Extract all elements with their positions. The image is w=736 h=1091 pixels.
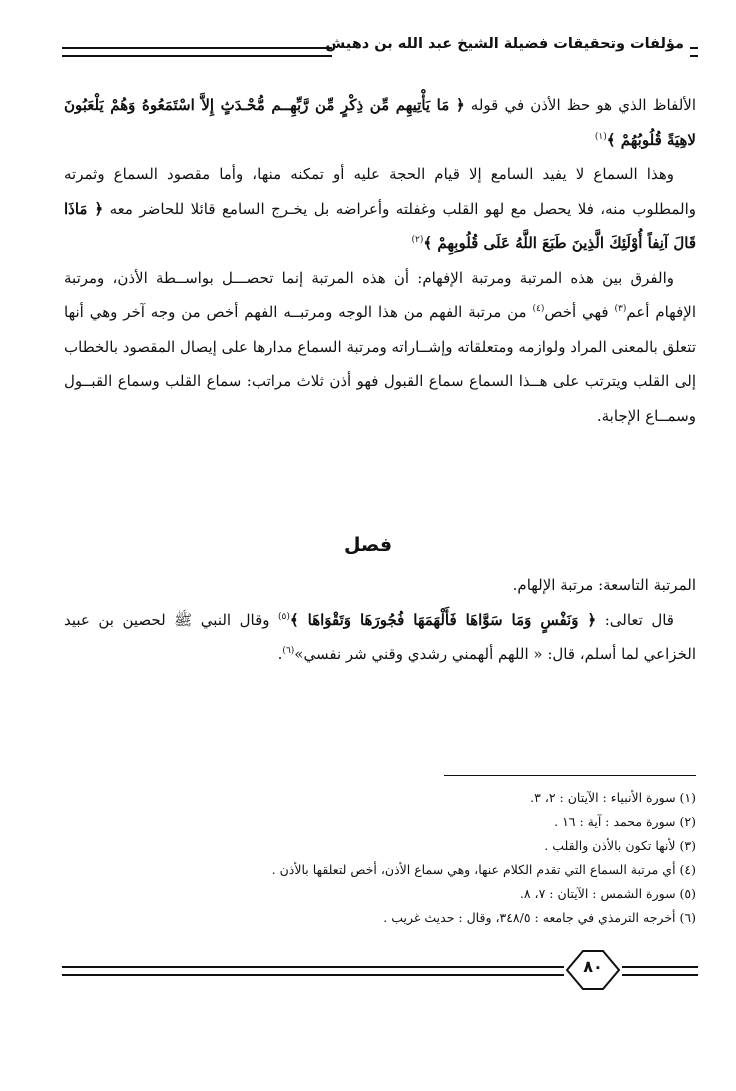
paragraph-2 xyxy=(64,157,696,261)
footnote-ref-1[interactable]: (١) xyxy=(594,131,607,142)
header-title: مؤلفات وتحقيقات فضيلة الشيخ عبد الله بن دهيش xyxy=(325,36,684,52)
section-title: فصل xyxy=(343,534,393,556)
paragraph-3-text-a: والفرق بين هذه المرتبة ومرتبة الإفهام: أن هذه المرتبة إنما تحصـــل بواســطة الأذن، ومرتبة الإفهام أعم xyxy=(64,268,696,321)
section-text-b: وقال النبي ﷺ لحصين بن عبيد الخزاعي لما أسلم، قال: « اللهم ألهمني رشدي وقني شر نفسي» xyxy=(64,610,696,663)
section-paragraph xyxy=(64,603,696,672)
page-number-badge xyxy=(565,949,621,991)
footnote-1: (١) سورة الأنبياء : الآيتان : ٢، ٣. xyxy=(530,790,696,805)
footnote-ref-5[interactable]: (٥) xyxy=(278,611,290,622)
footnotes xyxy=(64,786,696,930)
paragraph-3-text-c: من مرتبة الفهم من هذا الوجه ومرتبــه الفهم أخص من وجه آخر وهي أنها تتعلق بالمعنى المراد ولوازمه ومتعلقاته وإشــاراته ومرتبة السماع مدارها على إيصال المقصود بالخطاب إلى القلب ويترتب على هــذا السماع سماع القبول فهو أذن ثلاث مراتب: سماع القلب وسماع القبــول وسمــاع الإجابة. xyxy=(64,303,696,425)
footnote-ref-2[interactable]: (٢) xyxy=(411,235,424,245)
footnote-6: (٦) أخرجه الترمذي في جامعه : ٣٤٨/٥، وقال : حديث غريب . xyxy=(383,910,696,925)
section-text-a: قال تعالى: xyxy=(596,610,674,629)
section-text xyxy=(64,568,696,672)
main-text xyxy=(64,88,696,433)
footer-rule-left xyxy=(62,966,564,976)
footnote-ref-4[interactable]: (٤) xyxy=(532,304,545,314)
section-line-1: المرتبة التاسعة: مرتبة الإلهام. xyxy=(512,576,696,594)
footnote-3: (٣) لأنها تكون بالأذن والقلب . xyxy=(544,838,696,853)
footnote-ref-3[interactable]: (٣) xyxy=(614,304,627,314)
footer-rule-right xyxy=(622,966,698,976)
header-rule-right xyxy=(690,47,698,57)
quran-quote-2: ﴿ مَاذَا قَالَ آنِفاً أُوْلَئِكَ الَّذِينَ طَبَعَ اللَّهُ عَلَى قُلُوبِهِمْ ﴾ xyxy=(64,199,696,252)
footnote-2: (٢) سورة محمد : آية : ١٦ . xyxy=(554,814,696,829)
footnote-4: (٤) أي مرتبة السماع التي تقدم الكلام عنها، وهي سماع الأذن، أخص لتعلقها بالأذن . xyxy=(271,862,696,877)
quran-quote-1: ﴿ مَا يَأْتِيهِم مِّن ذِكْرٍ مِّن رَّبِّهِــم مُّحْـدَثٍ إِلاَّ اسْتَمَعُوهُ وَهُمْ يَلْعَبُونَ لاهِيَةً قُلُوبُهُمْ ﴾ xyxy=(64,96,696,149)
paragraph-3-text-b: فهي أخص xyxy=(544,303,615,321)
header-rule-left xyxy=(62,47,332,57)
paragraph-2-text: وهذا السماع لا يفيد السامع إلا قيام الحجة عليه أو تمكنه منها، وأما مقصود السماع وثمرته والمطلوب منه، فلا يحصل مع لهو القلب وغفلته وأعراضه بل يخـرج السامع قائلا للحاضر معه xyxy=(64,165,697,218)
paragraph-1 xyxy=(64,88,696,157)
paragraph-3 xyxy=(64,261,696,434)
footnote-divider xyxy=(444,775,696,776)
running-header xyxy=(62,36,698,60)
paragraph-1-text: الألفاظ الذي هو حظ الأذن في قوله xyxy=(464,96,697,114)
section-text-end: . xyxy=(277,645,283,663)
quran-quote-3: ﴿ وَنَفْسٍ وَمَا سَوَّاهَا فَأَلْهَمَهَا فُجُورَهَا وَتَقْوَاهَا ﴾ xyxy=(289,610,597,629)
page-number: ٨٠ xyxy=(583,957,603,976)
footnote-5: (٥) سورة الشمس : الآيتان : ٧، ٨. xyxy=(519,886,696,901)
footnote-ref-6[interactable]: (٦) xyxy=(282,646,295,656)
